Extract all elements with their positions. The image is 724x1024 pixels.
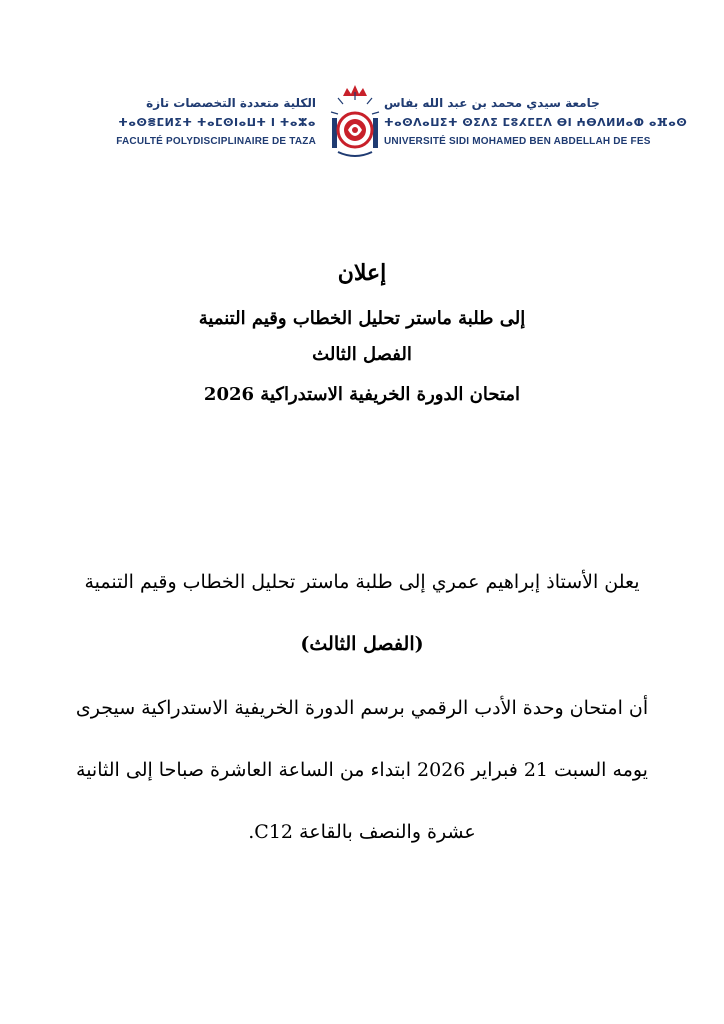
faculty-name-arabic: الكلية متعددة التخصصات تازة: [146, 96, 316, 110]
body-line-3: أن امتحان وحدة الأدب الرقمي برسم الدورة الخريفية الاستدراكية سيجرى: [75, 697, 649, 719]
university-name-arabic: جامعة سيدي محمد بن عبد الله بفاس: [384, 96, 600, 110]
faculty-name-tifinagh: ⵜⴰⵙⴻⵎⵍⵉⵜ ⵜⴰⵎⵙⵏⴰⵡⵜ ⵏ ⵜⴰⵣⴰ: [118, 116, 316, 129]
university-logo-icon: [326, 82, 384, 162]
body-line-2: (الفصل الثالث): [300, 633, 424, 655]
university-name-french: UNIVERSITÉ SIDI MOHAMED BEN ABDELLAH DE FES: [384, 136, 651, 147]
body-line-4: يومه السبت 21 فبراير 2026 ابتداء من الساعة العاشرة صباحا إلى الثانية: [76, 759, 648, 781]
announcement-session: امتحان الدورة الخريفية الاستدراكية 2026: [203, 384, 521, 405]
body-line-1: يعلن الأستاذ إبراهيم عمري إلى طلبة ماستر تحليل الخطاب وقيم التنمية: [84, 571, 640, 593]
announcement-title: إعلان: [337, 260, 387, 286]
university-name-block: [384, 96, 688, 148]
body-line-5: عشرة والنصف بالقاعة C12.: [248, 821, 476, 843]
document-header: [0, 82, 724, 162]
announcement-semester: الفصل الثالث: [312, 344, 412, 365]
university-name-tifinagh: ⵜⴰⵙⴷⴰⵡⵉⵜ ⵙⵉⴷⵉ ⵎⵓⵃⵎⵎⴷ ⴱⵏ ⵄⴱⴷⵍⵍⴰⵀ ⴰⴼⴰⵙ: [384, 116, 688, 129]
announcement-audience: إلى طلبة ماستر تحليل الخطاب وقيم التنمية: [198, 308, 526, 329]
faculty-name-french: FACULTÉ POLYDISCIPLINAIRE DE TAZA: [116, 136, 316, 147]
faculty-name-block: [84, 96, 316, 148]
announcement-heading: [0, 258, 724, 408]
